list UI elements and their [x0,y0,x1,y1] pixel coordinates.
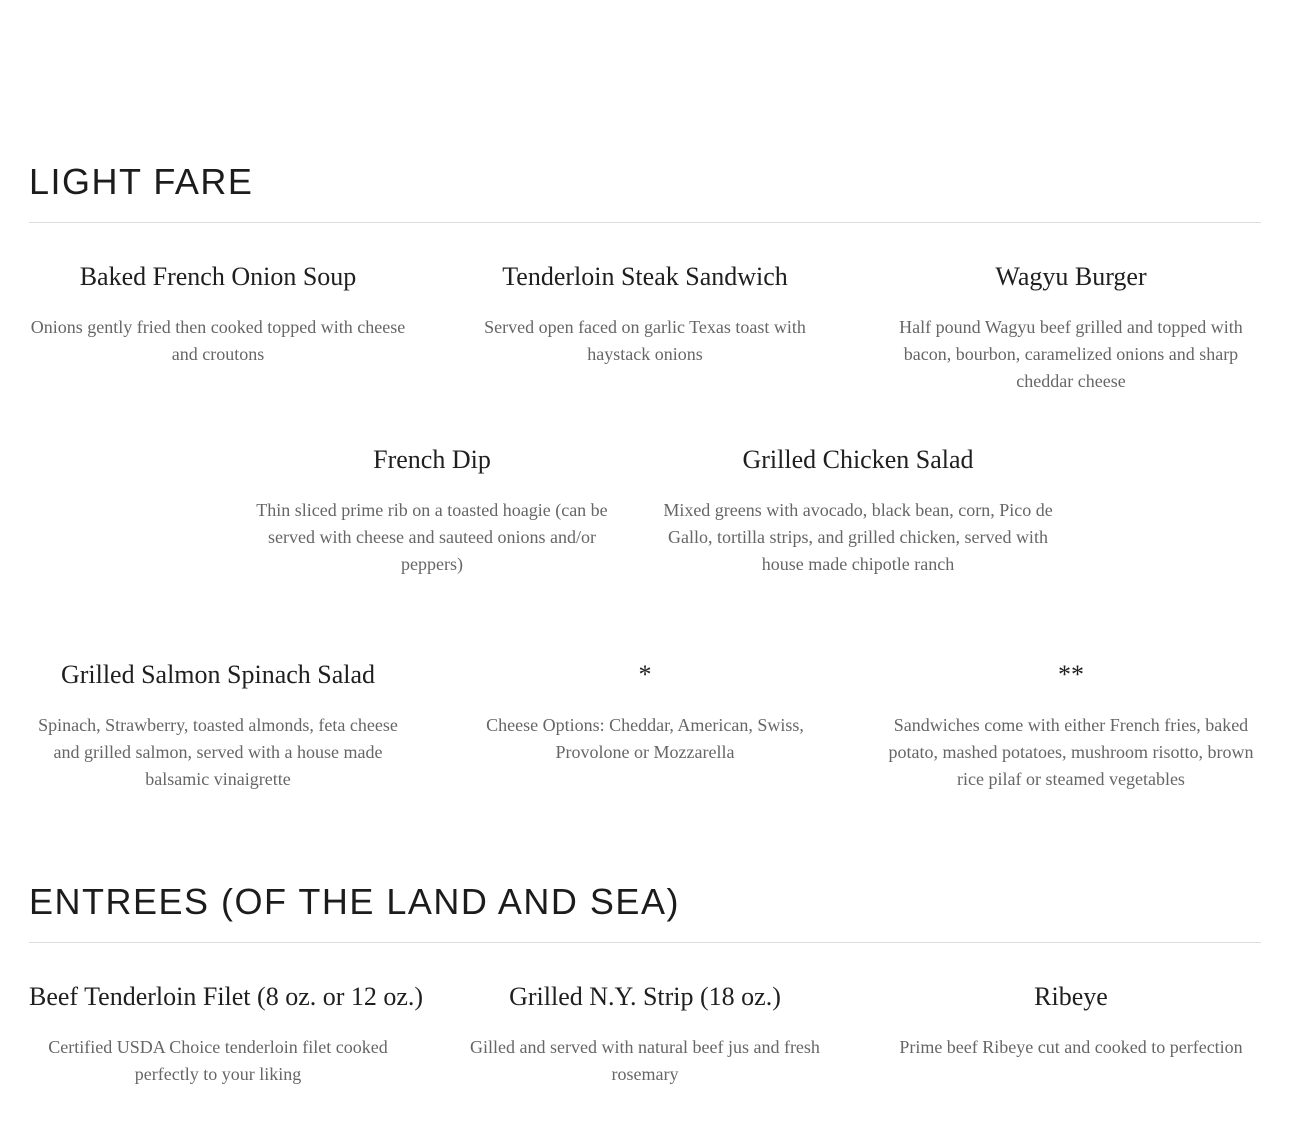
item-description: Certified USDA Choice tenderloin filet cooked perfectly to your liking [48,1037,388,1084]
menu-note-sandwich-sides [882,659,1260,793]
item-name: Baked French Onion Soup [79,262,357,291]
item-description: Gilled and served with natural beef jus and fresh rosemary [470,1037,820,1084]
menu-item-baked-french-onion-soup [29,261,407,368]
item-name: Ribeye [1034,982,1108,1011]
item-description: Onions gently fried then cooked topped with cheese and croutons [30,317,406,364]
item-description: Thin sliced prime rib on a toasted hoagie (can be served with cheese and sauteed onions and/or peppers) [256,500,608,574]
menu-item-grilled-ny-strip [470,981,820,1088]
item-description: Mixed greens with avocado, black bean, corn, Pico de Gallo, tortilla strips, and grilled chicken, served with house made chipotle ranch [663,500,1053,574]
menu-item-ribeye [882,981,1260,1061]
item-name: French Dip [373,445,491,474]
item-description: Spinach, Strawberry, toasted almonds, feta cheese and grilled salmon, served with a house made balsamic vinaigrette [38,715,398,789]
item-name: ** [1058,660,1084,689]
item-name: Tenderloin Steak Sandwich [502,262,788,291]
menu-note-cheese-options [470,659,820,766]
item-description: Sandwiches come with either French fries, baked potato, mashed potatoes, mushroom risotto, brown rice pilaf or steamed vegetables [888,715,1254,789]
item-description: Served open faced on garlic Texas toast with haystack onions [484,317,806,364]
menu-item-wagyu-burger [882,261,1260,395]
item-name: Grilled Chicken Salad [742,445,974,474]
item-description: Prime beef Ribeye cut and cooked to perfection [899,1037,1243,1057]
section-title-light-fare: LIGHT FARE [29,161,254,202]
menu-item-french-dip [256,444,608,578]
section-title-entrees: ENTREES (OF THE LAND AND SEA) [29,881,680,922]
menu-item-tenderloin-steak-sandwich [470,261,820,368]
section-divider [29,942,1261,943]
item-name: Wagyu Burger [995,262,1147,291]
item-description: Half pound Wagyu beef grilled and topped with bacon, bourbon, caramelized onions and sharp cheddar cheese [899,317,1243,391]
item-name: Grilled N.Y. Strip (18 oz.) [509,982,781,1011]
menu-item-beef-tenderloin-filet [29,981,424,1088]
item-name: Grilled Salmon Spinach Salad [60,660,376,689]
section-divider [29,222,1261,223]
item-description: Cheese Options: Cheddar, American, Swiss, Provolone or Mozzarella [486,715,804,762]
menu-item-grilled-salmon-spinach-salad [25,659,411,793]
item-name: Beef Tenderloin Filet (8 oz. or 12 oz.) [29,982,424,1011]
item-name: * [638,660,652,689]
menu-item-grilled-chicken-salad [662,444,1054,578]
